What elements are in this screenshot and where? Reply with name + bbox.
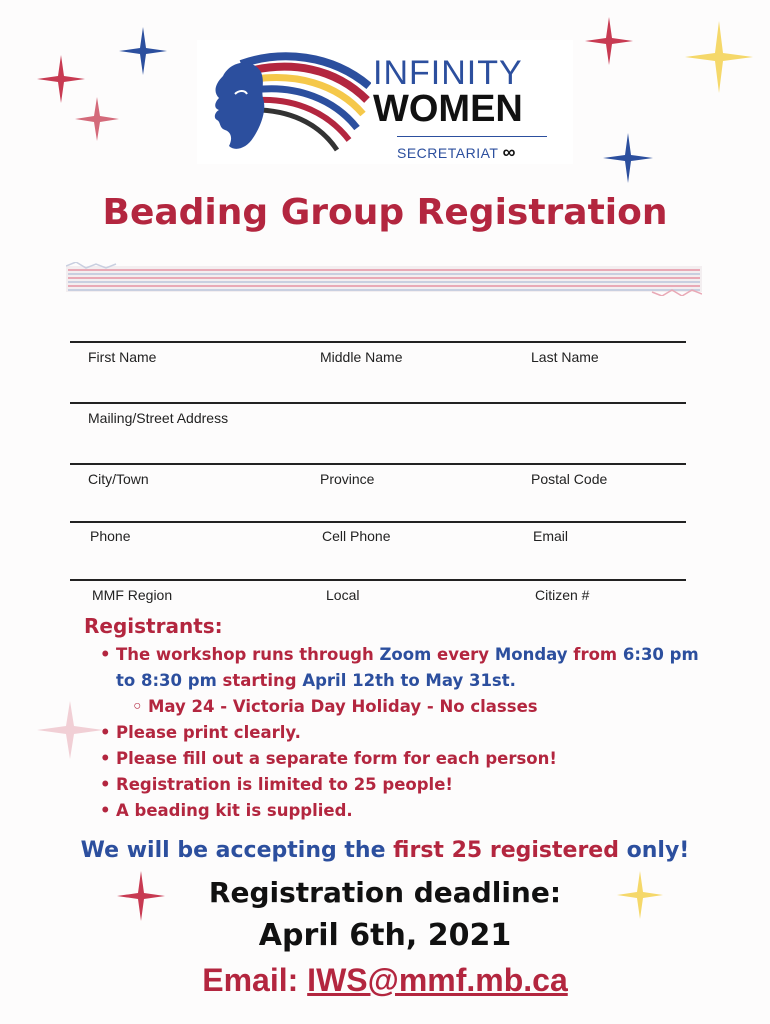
sparkle-star-icon [36, 700, 104, 760]
contact-email [0, 962, 770, 999]
deadline-date: April 6th, 2021 [258, 918, 512, 953]
sparkle-star-icon [118, 26, 168, 76]
infinity-women-logo [197, 40, 573, 164]
registrants-list [100, 642, 700, 824]
list-item-sub: ◦ May 24 - Victoria Day Holiday - No classes [100, 694, 700, 720]
list-item: • The workshop runs through Zoom every Monday from 6:30 pm to 8:30 pm starting April 12th to May 31st. [100, 642, 700, 694]
logo-text-women: WOMEN [373, 88, 523, 130]
phone-field[interactable]: Phone [90, 528, 131, 544]
logo-text-infinity: INFINITY [373, 54, 523, 92]
list-item: • Registration is limited to 25 people! [100, 772, 700, 798]
form-rule [70, 521, 686, 523]
local-field[interactable]: Local [326, 587, 360, 603]
beaded-strip-image [66, 262, 702, 296]
sparkle-star-icon [584, 16, 634, 66]
logo-divider [397, 136, 547, 137]
email-field[interactable]: Email [533, 528, 569, 544]
city-town-field[interactable]: City/Town [88, 471, 149, 487]
registrants-heading: Registrants: [84, 614, 223, 638]
middle-name-field[interactable]: Middle Name [320, 349, 403, 365]
email-link[interactable]: IWS@mmf.mb.ca [307, 962, 568, 998]
face-profile-icon [201, 46, 371, 158]
list-item: • Please fill out a separate form for each person! [100, 746, 700, 772]
first-name-field[interactable]: First Name [88, 349, 157, 365]
infinity-icon: ∞ [502, 142, 516, 162]
email-label: Email: [202, 962, 308, 998]
cell-phone-field[interactable]: Cell Phone [322, 528, 391, 544]
page-title: Beading Group Registration [102, 192, 668, 233]
form-rule [70, 402, 686, 404]
mmf-region-field[interactable]: MMF Region [92, 587, 173, 603]
mailing-address-field[interactable]: Mailing/Street Address [88, 410, 229, 426]
list-item: • Please print clearly. [100, 720, 700, 746]
form-rule [70, 341, 686, 343]
last-name-field[interactable]: Last Name [531, 349, 599, 365]
form-rule [70, 579, 686, 581]
sparkle-star-icon [74, 96, 120, 142]
postal-code-field[interactable]: Postal Code [531, 471, 608, 487]
list-item: • A beading kit is supplied. [100, 798, 700, 824]
form-rule [70, 463, 686, 465]
deadline-heading: Registration deadline: [208, 876, 562, 909]
province-field[interactable]: Province [320, 471, 375, 487]
sparkle-star-icon [602, 132, 654, 184]
acceptance-note: We will be accepting the first 25 registered only! [80, 838, 690, 863]
sparkle-star-icon [684, 20, 754, 94]
citizen-number-field[interactable]: Citizen # [535, 587, 590, 603]
logo-text-secretariat: SECRETARIAT ∞ [397, 142, 516, 162]
